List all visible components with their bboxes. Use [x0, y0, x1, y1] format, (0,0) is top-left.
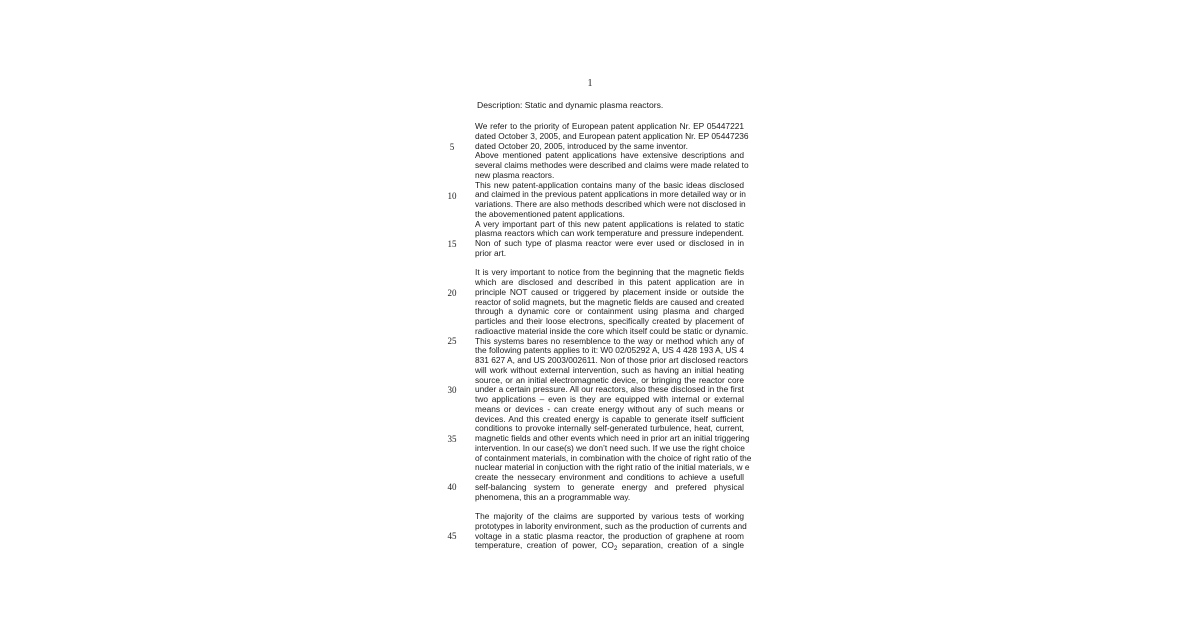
text-line: magnetic fields and other events which need in prior art an initial triggering	[475, 433, 750, 443]
text-line: two applications – even is they are equipped with internal or external	[475, 394, 744, 404]
text-line: particles and their loose electrons, specifically created by placement of	[475, 316, 744, 326]
line-number: 10	[447, 190, 457, 201]
text-line: the abovementioned patent applications.	[475, 208, 625, 219]
text-line: nuclear material in conjuction with the right ratio of the initial materials, w e	[475, 462, 750, 473]
text-line: conditions to provoke internally self-generated turbulence, heat, current,	[475, 423, 744, 434]
page-number: 1	[587, 78, 593, 89]
text-line: reactor of solid magnets, but the magnetic fields are caused and created	[475, 296, 744, 307]
text-line: create the nessecary environment and conditions to achieve a usefull	[475, 472, 744, 482]
text-line: will work without external intervention, such as having an initial heating	[475, 364, 744, 375]
text-line: A very important part of this new patent applications is related to static	[475, 218, 744, 229]
text-line: through a dynamic core or containment using plasma and charged	[475, 306, 744, 317]
text-line: This systems bares no resemblence to the way or method which any of	[475, 335, 744, 346]
line-number: 45	[447, 530, 457, 541]
text-line: prototypes in labority environment, such as the production of currents and	[475, 520, 747, 531]
line-number: 30	[447, 385, 457, 395]
text-line: 831 627 A, and US 2003/002611. Non of those prior art disclosed reactors	[475, 355, 749, 365]
text-line: It is very important to notice from the beginning that the magnetic fields	[475, 267, 744, 278]
text-line: devices. And this created energy is capable to generate itself sufficient	[475, 413, 744, 424]
text-line: variations. There are also methods described which were not disclosed in	[475, 199, 746, 209]
text-line: self-balancing system to generate energy and prefered physical	[475, 481, 744, 492]
subscript: 2	[613, 546, 618, 553]
text-line: phenomena, this an a programmable way.	[475, 491, 631, 502]
text-line: new plasma reactors.	[475, 169, 555, 180]
text-line: Above mentioned patent applications have extensive descriptions and	[475, 150, 744, 161]
line-number: 25	[447, 336, 457, 347]
text-line: dated October 20, 2005, introduced by the same inventor.	[475, 140, 688, 151]
text-line: We refer to the priority of European patent application Nr. EP 05447221	[475, 121, 744, 131]
text-line: plasma reactors which can work temperature and pressure independent.	[475, 228, 744, 239]
text-line: under a certain pressure. All our reactors, also these disclosed in the first	[475, 384, 744, 395]
text-line: This new patent-application contains many of the basic ideas disclosed	[475, 179, 744, 190]
text-line: intervention. In our case(s) we don’t need such. If we use the right choice	[475, 442, 745, 453]
text-line: dated October 3, 2005, and European patent application Nr. EP 05447236	[475, 130, 749, 141]
text-line: temperature, creation of power, $CO_2$ separation, creation of a single	[475, 540, 744, 553]
text-line: principle NOT caused or triggered by placement inside or outside the	[475, 286, 744, 297]
text-line: Non of such type of plasma reactor were ever used or disclosed in in	[475, 238, 744, 248]
blank-line	[475, 501, 744, 511]
line-number: 20	[447, 287, 457, 298]
blank-line	[475, 258, 744, 268]
text-line: several claims methodes were described and claims were made related to	[475, 160, 749, 170]
text-line: the following patents applies to it: W0 02/05292 A, US 4 428 193 A, US 4	[475, 345, 744, 356]
text-line: and claimed in the previous patent applications in more detailed way or in	[475, 189, 746, 200]
text-line: source, or an initial electromagnetic device, or bringing the reactor core	[475, 374, 744, 385]
description-title: Description: Static and dynamic plasma reactors.	[477, 100, 664, 110]
text-line: which are disclosed and described in this patent application are in	[475, 277, 744, 287]
text-line: of containment materials, in combination with the choice of right ratio of the	[475, 452, 752, 463]
line-number: 40	[447, 482, 457, 493]
line-number: 5	[449, 142, 455, 152]
text-line: radioactive material inside the core which itself could be static or dynamic.	[475, 325, 749, 336]
text-line: voltage in a static plasma reactor, the production of graphene at room	[475, 530, 744, 541]
text-line: prior art.	[475, 247, 507, 258]
text-line: The majority of the claims are supported by various tests of working	[475, 511, 744, 521]
line-number: 35	[447, 433, 457, 444]
text-line: means or devices - can create energy without any of such means or	[475, 403, 744, 414]
line-number: 15	[447, 239, 457, 250]
